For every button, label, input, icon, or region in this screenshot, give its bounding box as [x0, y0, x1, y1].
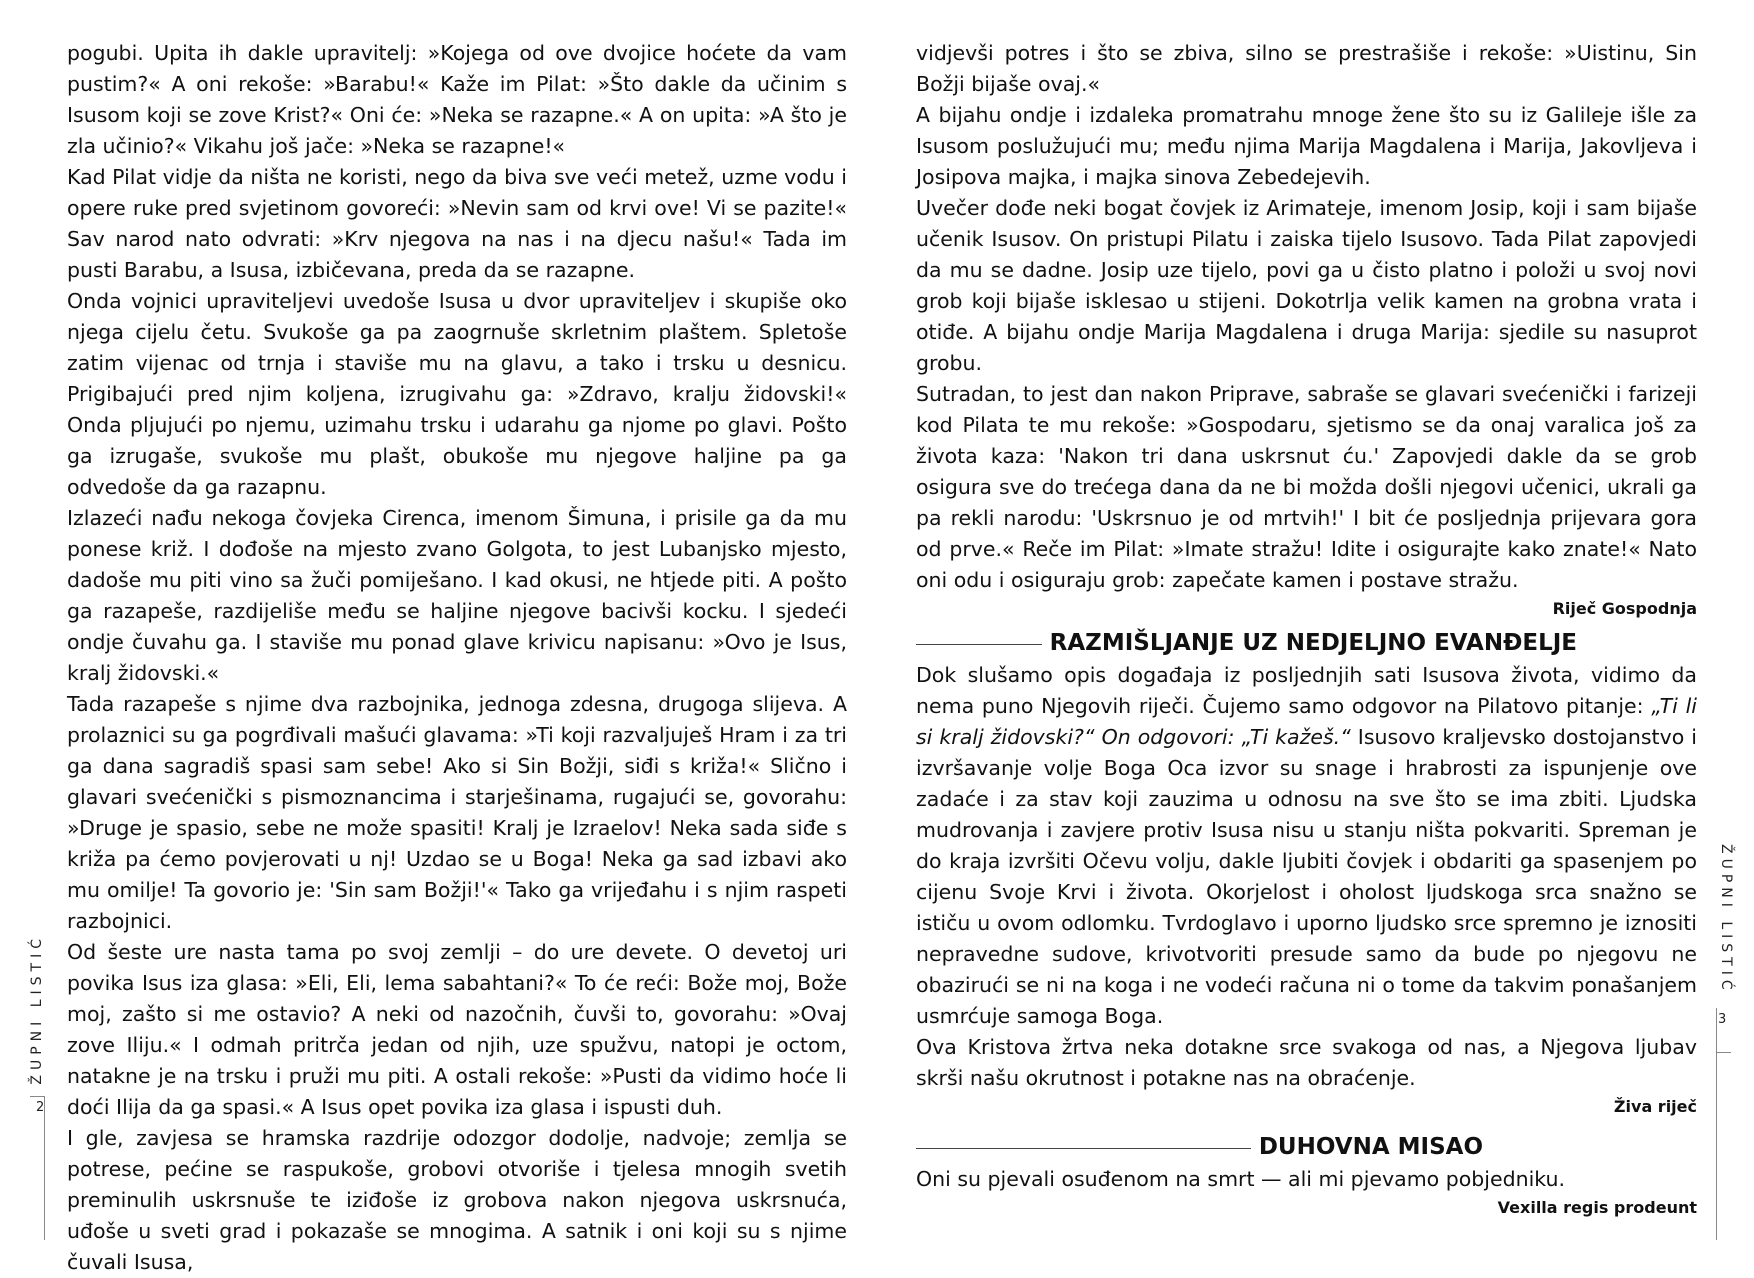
- reflection-text: Isusovo kraljevsko dostojanstvo i izvršavanje volje Boga Oca izvor su snage i hrabrosti za ispunjenje ove zadaće i za stav koji zauzima u odnosu na sve što se ima zbiti. Ljudska mudrovanja i zavjere protiv Isusa nisu u stanju ništa pokvariti. Spreman je do kraja izvršiti Očevu volju, dakle ljubiti čovjek i obdariti ga spasenjem po cijenu Svoje Krvi i života. Okorjelost i oholost ljudskoga srca snažno se ističu u ovom odlomku. Tvrdoglavo i uporno ljudsko srce spremno je iznositi nepravedne sudove, krivotvoriti presude samo da bude po njegovu ne obazirući se ni na koga i ne vodeći računa ni o tome da takvim ponašanjem usmrćuje samoga Boga.: [916, 725, 1697, 1028]
- left-column: [67, 38, 847, 1278]
- gospel-paragraph: A bijahu ondje i izdaleka promatrahu mnoge žene što su iz Galileje išle za Isusom poslužujući mu; među njima Marija Magdalena i Marija, Jakovljeva i Josipova majka, i majka sinova Zebedejevih.: [916, 103, 1697, 189]
- gospel-source: Riječ Gospodnja: [1552, 599, 1697, 618]
- reflection-paragraph: [916, 660, 1697, 1032]
- thought-text: Oni su pjevali osuđenom na smrt — ali mi pjevamo pobjedniku.: [916, 1167, 1566, 1191]
- reflection-quote: „Ti li si kralj židovski?“ On odgovori: „Ti kažeš.“: [916, 694, 1697, 749]
- heading-rule: [916, 1148, 1251, 1149]
- gospel-paragraph: Uvečer dođe neki bogat čovjek iz Arimateje, imenom Josip, koji i sam bijaše učenik Isusov. On pristupi Pilatu i zaiska tijelo Isusovo. Tada Pilat zapovjedi da mu se dadne. Josip uze tijelo, povi ga u čisto platno i položi u svoj novi grob koji bijaše isklesao u stijeni. Dokotrlja velik kamen na grobna vrata i otiđe. A bijahu ondje Marija Magdalena i druga Marija: sjedile su nasuprot grobu.: [916, 196, 1697, 375]
- gospel-paragraph: vidjevši potres i što se zbiva, silno se prestrašiše i rekoše: »Uistinu, Sin Božji bijaše ovaj.«: [916, 41, 1697, 96]
- gospel-paragraph: Izlazeći nađu nekoga čovjeka Cirenca, imenom Šimuna, i prisile ga da mu ponese križ. I dođoše na mjesto zvano Golgota, to jest Lubanjsko mjesto, dadoše mu piti vino sa žuči pomiješano. I kad okusi, ne htjede piti. A pošto ga razapeše, razdijeliše među se haljine njegove bacivši kocku. I sjedeći ondje čuvahu ga. I staviše mu ponad glave krivicu napisanu: »Ovo je Isus, kralj židovski.«: [67, 506, 847, 685]
- margin-line-left: [44, 1130, 45, 1240]
- thought-heading: DUHOVNA MISAO: [1258, 1134, 1483, 1160]
- reflection-text: Dok slušamo opis događaja iz posljednjih sati Isusova života, vidimo da nema puno Njegovih riječi. Čujemo samo odgovor na Pilatovo pitanje:: [916, 663, 1697, 718]
- gospel-paragraph: Od šeste ure nasta tama po svoj zemlji – do ure devete. O devetoj uri povika Isus iza glasa: »Eli, Eli, lema sabahtani?« To će reći: Bože moj, Bože moj, zašto si me ostavio? A neki od nazočnih, čuvši to, govorahu: »Ovaj zove Iliju.« I odmah pritrča jedan od njih, uze spužvu, natopi je octom, natakne je na trsku i pruži mu piti. A ostali rekoše: »Pusti da vidimo hoće li doći Ilija da ga spasi.« A Isus opet povika iza glasa i ispusti duh.: [67, 940, 847, 1119]
- thought-heading-row: [916, 1130, 1697, 1164]
- gospel-paragraph: Kad Pilat vidje da ništa ne koristi, nego da biva sve veći metež, uzme vodu i opere ruke pred svjetinom govoreći: »Nevin sam od krvi ove! Vi se pazite!« Sav narod nato odvrati: »Krv njegova na nas i na djecu našu!« Tada im pusti Barabu, a Isusa, izbičevana, preda da se razapne.: [67, 165, 847, 282]
- reflection-paragraph: Ova Kristova žrtva neka dotakne srce svakoga od nas, a Njegova ljubav skrši našu okrutnost i potakne nas na obraćenje.: [916, 1035, 1697, 1090]
- gospel-paragraph: I gle, zavjesa se hramska razdrije odozgor dodolje, nadvoje; zemlja se potrese, pećine se raspukoše, grobovi otvoriše i tjelesa mnogih svetih preminulih uskrsnuše te iziđoše iz grobova nakon njegova uskrsnuća, uđoše u sveti grad i pokazaše se mnogima. A satnik i oni koji su s njime čuvali Isusa,: [67, 1126, 847, 1274]
- thought-source: Vexilla regis prodeunt: [1497, 1198, 1697, 1217]
- reflection-heading: RAZMIŠLJANJE UZ NEDJELJNO EVANĐELJE: [1049, 630, 1577, 656]
- heading-rule: [916, 644, 1042, 645]
- page-number-left: 2: [36, 1100, 45, 1115]
- reflection-source: Živa riječ: [1613, 1097, 1697, 1116]
- side-label-right: ŽUPNI LISTIĆ: [1718, 844, 1734, 995]
- gospel-paragraph: Onda vojnici upraviteljevi uvedoše Isusa u dvor upraviteljev i skupiše oko njega cijelu četu. Svukoše ga pa zaogrnuše skrletnim plaštem. Spletoše zatim vijenac od trnja i staviše mu na glavu, a tako i trsku u desnicu. Prigibajući pred njim koljena, izrugivahu ga: »Zdravo, kralju židovski!« Onda pljujući po njemu, uzimahu trsku i udarahu ga njome po glavi. Pošto ga izrugaše, svukoše mu plašt, obukoše mu njegove haljine pa ga odvedoše da ga razapnu.: [67, 289, 847, 499]
- side-label-left: ŽUPNI LISTIĆ: [29, 934, 45, 1085]
- reflection-heading-row: [916, 626, 1697, 660]
- gospel-paragraph: pogubi. Upita ih dakle upravitelj: »Kojega od ove dvojice hoćete da vam pustim?« A oni rekoše: »Barabu!« Kaže im Pilat: »Što dakle da učinim s Isusom koji se zove Krist?« Oni će: »Neka se razapne.« A on upita: »A što je zla učinio?« Vikahu još jače: »Neka se razapne!«: [67, 41, 847, 158]
- gospel-paragraph: Tada razapeše s njime dva razbojnika, jednoga zdesna, drugoga slijeva. A prolaznici su ga pogrđivali mašući glavama: »Ti koji razvaljuješ Hram i za tri ga dana sagradiš spasi sam sebe! Ako si Sin Božji, siđi s križa!« Slično i glavari svećenički s pismoznancima i starješinama, rugajući se, govorahu: »Druge je spasio, sebe ne može spasiti! Kralj je Izraelov! Neka sada siđe s križa pa ćemo povjerovati u nj! Uzdao se u Boga! Neka ga sad izbavi ako mu omilje! Ta govorio je: 'Sin sam Božji!'« Tako ga vrijeđahu i s njim raspeti razbojnici.: [67, 692, 847, 933]
- right-column: [916, 38, 1697, 1221]
- page-number-right: 3: [1718, 1012, 1727, 1027]
- gospel-paragraph: Sutradan, to jest dan nakon Priprave, sabraše se glavari svećenički i farizeji kod Pilata te mu rekoše: »Gospodaru, sjetismo se da onaj varalica još za života kaza: 'Nakon tri dana uskrsnut ću.' Zapovjedi dakle da se grob osigura sve do trećega dana da ne bi možda došli njegovi učenici, ukrali ga pa rekli narodu: 'Uskrsnuo je od mrtvih!' I bit će posljednja prijevara gora od prve.« Reče im Pilat: »Imate stražu! Idite i osigurajte kako znate!« Nato oni odu i osiguraju grob: zapečate kamen i postave stražu.: [916, 382, 1697, 592]
- margin-line-right: [1716, 1052, 1717, 1240]
